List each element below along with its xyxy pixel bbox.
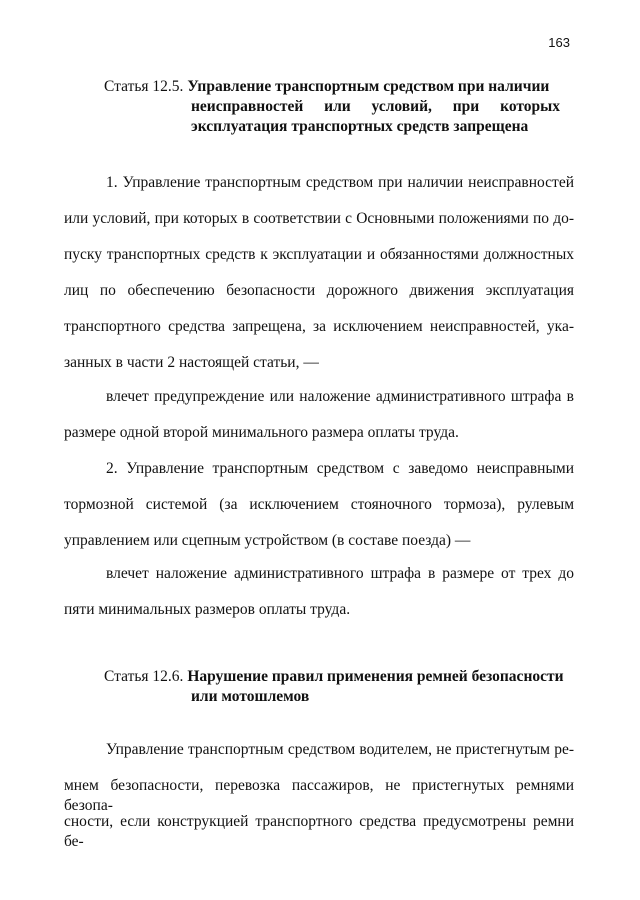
article-12-5-heading	[104, 77, 560, 137]
page-number: 163	[548, 35, 570, 50]
text-line: тормозной системой (за исключением стояночного тормоза), рулевым	[64, 496, 574, 513]
text-line: управлением или сцепным устройством (в составе поезда) —	[64, 532, 471, 549]
article-12-6-paragraph-1	[64, 740, 574, 848]
article-12-5-penalty-2	[64, 564, 574, 636]
article-12-5-label: Статья 12.5.	[104, 78, 184, 95]
article-12-6-label: Статья 12.6.	[104, 668, 184, 685]
article-12-6-title-line: Нарушение правил применения ремней безопасности	[187, 668, 564, 685]
article-12-5-title-line: Управление транспортным средством при наличии	[187, 78, 550, 95]
article-12-6-heading	[104, 667, 564, 707]
article-12-5-penalty-1	[64, 387, 574, 459]
text-line: влечет наложение административного штрафа в размере от трех до	[106, 565, 574, 582]
text-line: лиц по обеспечению безопасности дорожного движения эксплуатация	[64, 282, 574, 299]
text-line: влечет предупреждение или наложение административного штрафа в	[106, 388, 574, 405]
text-line: сности, если конструкцией транспортного средства предусмотрены ремни бе-	[64, 813, 574, 850]
text-line: пяти минимальных размеров оплаты труда.	[64, 601, 351, 618]
text-line: 1. Управление транспортным средством при наличии неисправностей	[106, 174, 574, 191]
article-12-6-title-line: или мотошлемов	[191, 688, 310, 705]
text-line: 2. Управление транспортным средством с заведомо неисправными	[106, 460, 574, 477]
text-line: мнем безопасности, перевозка пассажиров, не пристегнутых ремнями безопа-	[64, 777, 574, 814]
text-line: пуску транспортных средств к эксплуатации и обязанностями должностных	[64, 246, 574, 263]
text-line: или условий, при которых в соответствии с Основными положениями по до-	[64, 210, 574, 227]
article-12-5-title-line: эксплуатация транспортных средств запрещена	[191, 118, 529, 135]
text-line: занных в части 2 настоящей статьи, —	[64, 354, 319, 371]
article-12-5-paragraph-2	[64, 459, 574, 567]
text-line: транспортного средства запрещена, за исключением неисправностей, ука-	[64, 318, 574, 335]
article-12-5-paragraph-1	[64, 173, 574, 389]
text-line: размере одной второй минимального размера оплаты труда.	[64, 424, 459, 441]
article-12-5-title-line: неисправностей или условий, при которых	[191, 98, 560, 115]
text-line: Управление транспортным средством водителем, не пристегнутым ре-	[106, 741, 574, 758]
